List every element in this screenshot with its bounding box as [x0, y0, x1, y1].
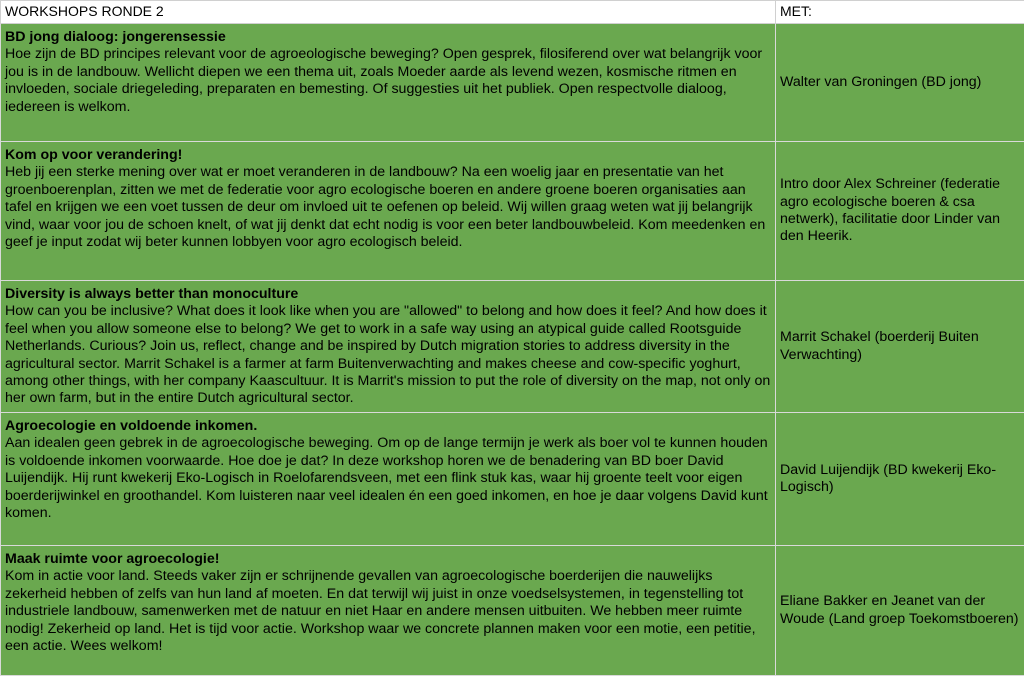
header-with-cell[interactable]: MET:: [776, 1, 1024, 24]
workshop-description: Hoe zijn de BD principes relevant voor de agroeologische beweging? Open gesprek, filosiferend over wat belangrijk voor jou is in de landbouw. Wellicht diepen we een thema uit, zoals Moeder aarde als levend wezen, kosmische ritmen en invloeden, sociale driegeleding, preparaten en bemesting. Of suggesties uit het publiek. Open respectvolle dialoog, iedereen is welkom.: [5, 46, 771, 116]
workshop-with-cell[interactable]: Eliane Bakker en Jeanet van der Woude (Land groep Toekomstboeren): [776, 546, 1024, 676]
header-row: [1, 1, 1024, 24]
workshop-description: Kom in actie voor land. Steeds vaker zijn er schrijnende gevallen van agroecologische boerderijen die nauwelijks zekerheid hebben of zelfs van hun land af moeten. En dat terwijl wij juist in onze voedselsystemen, in tegenstelling tot industriele landbouw, samenwerken met de natuur en niet Haar en andere mensen uitbuiten. We hebben meer ruimte nodig! Zekerheid op land. Het is tijd voor actie. Workshop waar we concrete plannen maken voor een motie, een petitie, een actie. Wees welkom!: [5, 568, 771, 655]
workshop-with-cell[interactable]: David Luijendijk (BD kwekerij Eko-Logisch): [776, 413, 1024, 546]
workshop-with-cell[interactable]: Walter van Groningen (BD jong): [776, 24, 1024, 142]
table-row: [1, 142, 1024, 281]
workshop-description-cell[interactable]: [1, 546, 776, 676]
workshop-description: Aan idealen geen gebrek in de agroecologische beweging. Om op de lange termijn je werk als boer vol te kunnen houden is voldoende inkomen voorwaarde. Hoe doe je dat? In deze workshop horen we de benadering van BD boer David Luijendijk. Hij runt kwekerij Eko-Logisch in Roelofarendsveen, met een flink stuk kas, waar hij groente teelt voor eigen boerderijwinkel en groothandel. Kom luisteren naar veel idealen én een goed inkomen, en hoe je daar volgens David kunt komen.: [5, 435, 771, 522]
workshop-title: Kom op voor verandering!: [5, 147, 771, 164]
workshop-with-cell[interactable]: Marrit Schakel (boerderij Buiten Verwachting): [776, 281, 1024, 413]
workshop-description-cell[interactable]: [1, 142, 776, 281]
workshop-title: BD jong dialoog: jongerensessie: [5, 29, 771, 46]
workshop-description-cell[interactable]: [1, 281, 776, 413]
table-row: [1, 413, 1024, 546]
workshop-description: How can you be inclusive? What does it look like when you are "allowed" to belong and how does it feel? And how does it feel when you allow someone else to belong? We get to work in a safe way using an atypical guide called Rootsguide Netherlands. Curious? Join us, reflect, change and be inspired by Dutch migration stories to address diversity in the agricultural sector. Marrit Schakel is a farmer at farm Buitenverwachting and makes cheese and cow-specific yoghurt, among other things, with her company Kaascultuur. It is Marrit's mission to put the role of diversity on the map, not only on her own farm, but in the entire Dutch agricultural sector.: [5, 303, 771, 407]
workshop-description: Heb jij een sterke mening over wat er moet veranderen in de landbouw? Na een woelig jaar en presentatie van het groenboerenplan, zitten we met de federatie voor agro ecologische boeren en andere groene boeren organisaties aan tafel en krijgen we een voet tussen de deur om invloed uit te oefenen op beleid. Wij willen graag weten wat jij belangrijk vind, waar voor jou de schoen knelt, of wat jij denkt dat echt nodig is voor een beter landbouwbeleid. Kom meedenken en geef je input zodat wij beter kunnen lobbyen voor agro ecologisch beleid.: [5, 164, 771, 251]
table-row: [1, 281, 1024, 413]
header-workshops-cell[interactable]: WORKSHOPS RONDE 2: [1, 1, 776, 24]
workshop-title: Maak ruimte voor agroecologie!: [5, 551, 771, 568]
workshop-description-cell[interactable]: [1, 413, 776, 546]
workshop-title: Diversity is always better than monoculture: [5, 286, 771, 303]
workshop-description-cell[interactable]: [1, 24, 776, 142]
workshop-title: Agroecologie en voldoende inkomen.: [5, 418, 771, 435]
table-row: [1, 546, 1024, 676]
workshop-with-cell[interactable]: Intro door Alex Schreiner (federatie agro ecologische boeren & csa netwerk), facilitatie door Linder van den Heerik.: [776, 142, 1024, 281]
table-row: [1, 24, 1024, 142]
